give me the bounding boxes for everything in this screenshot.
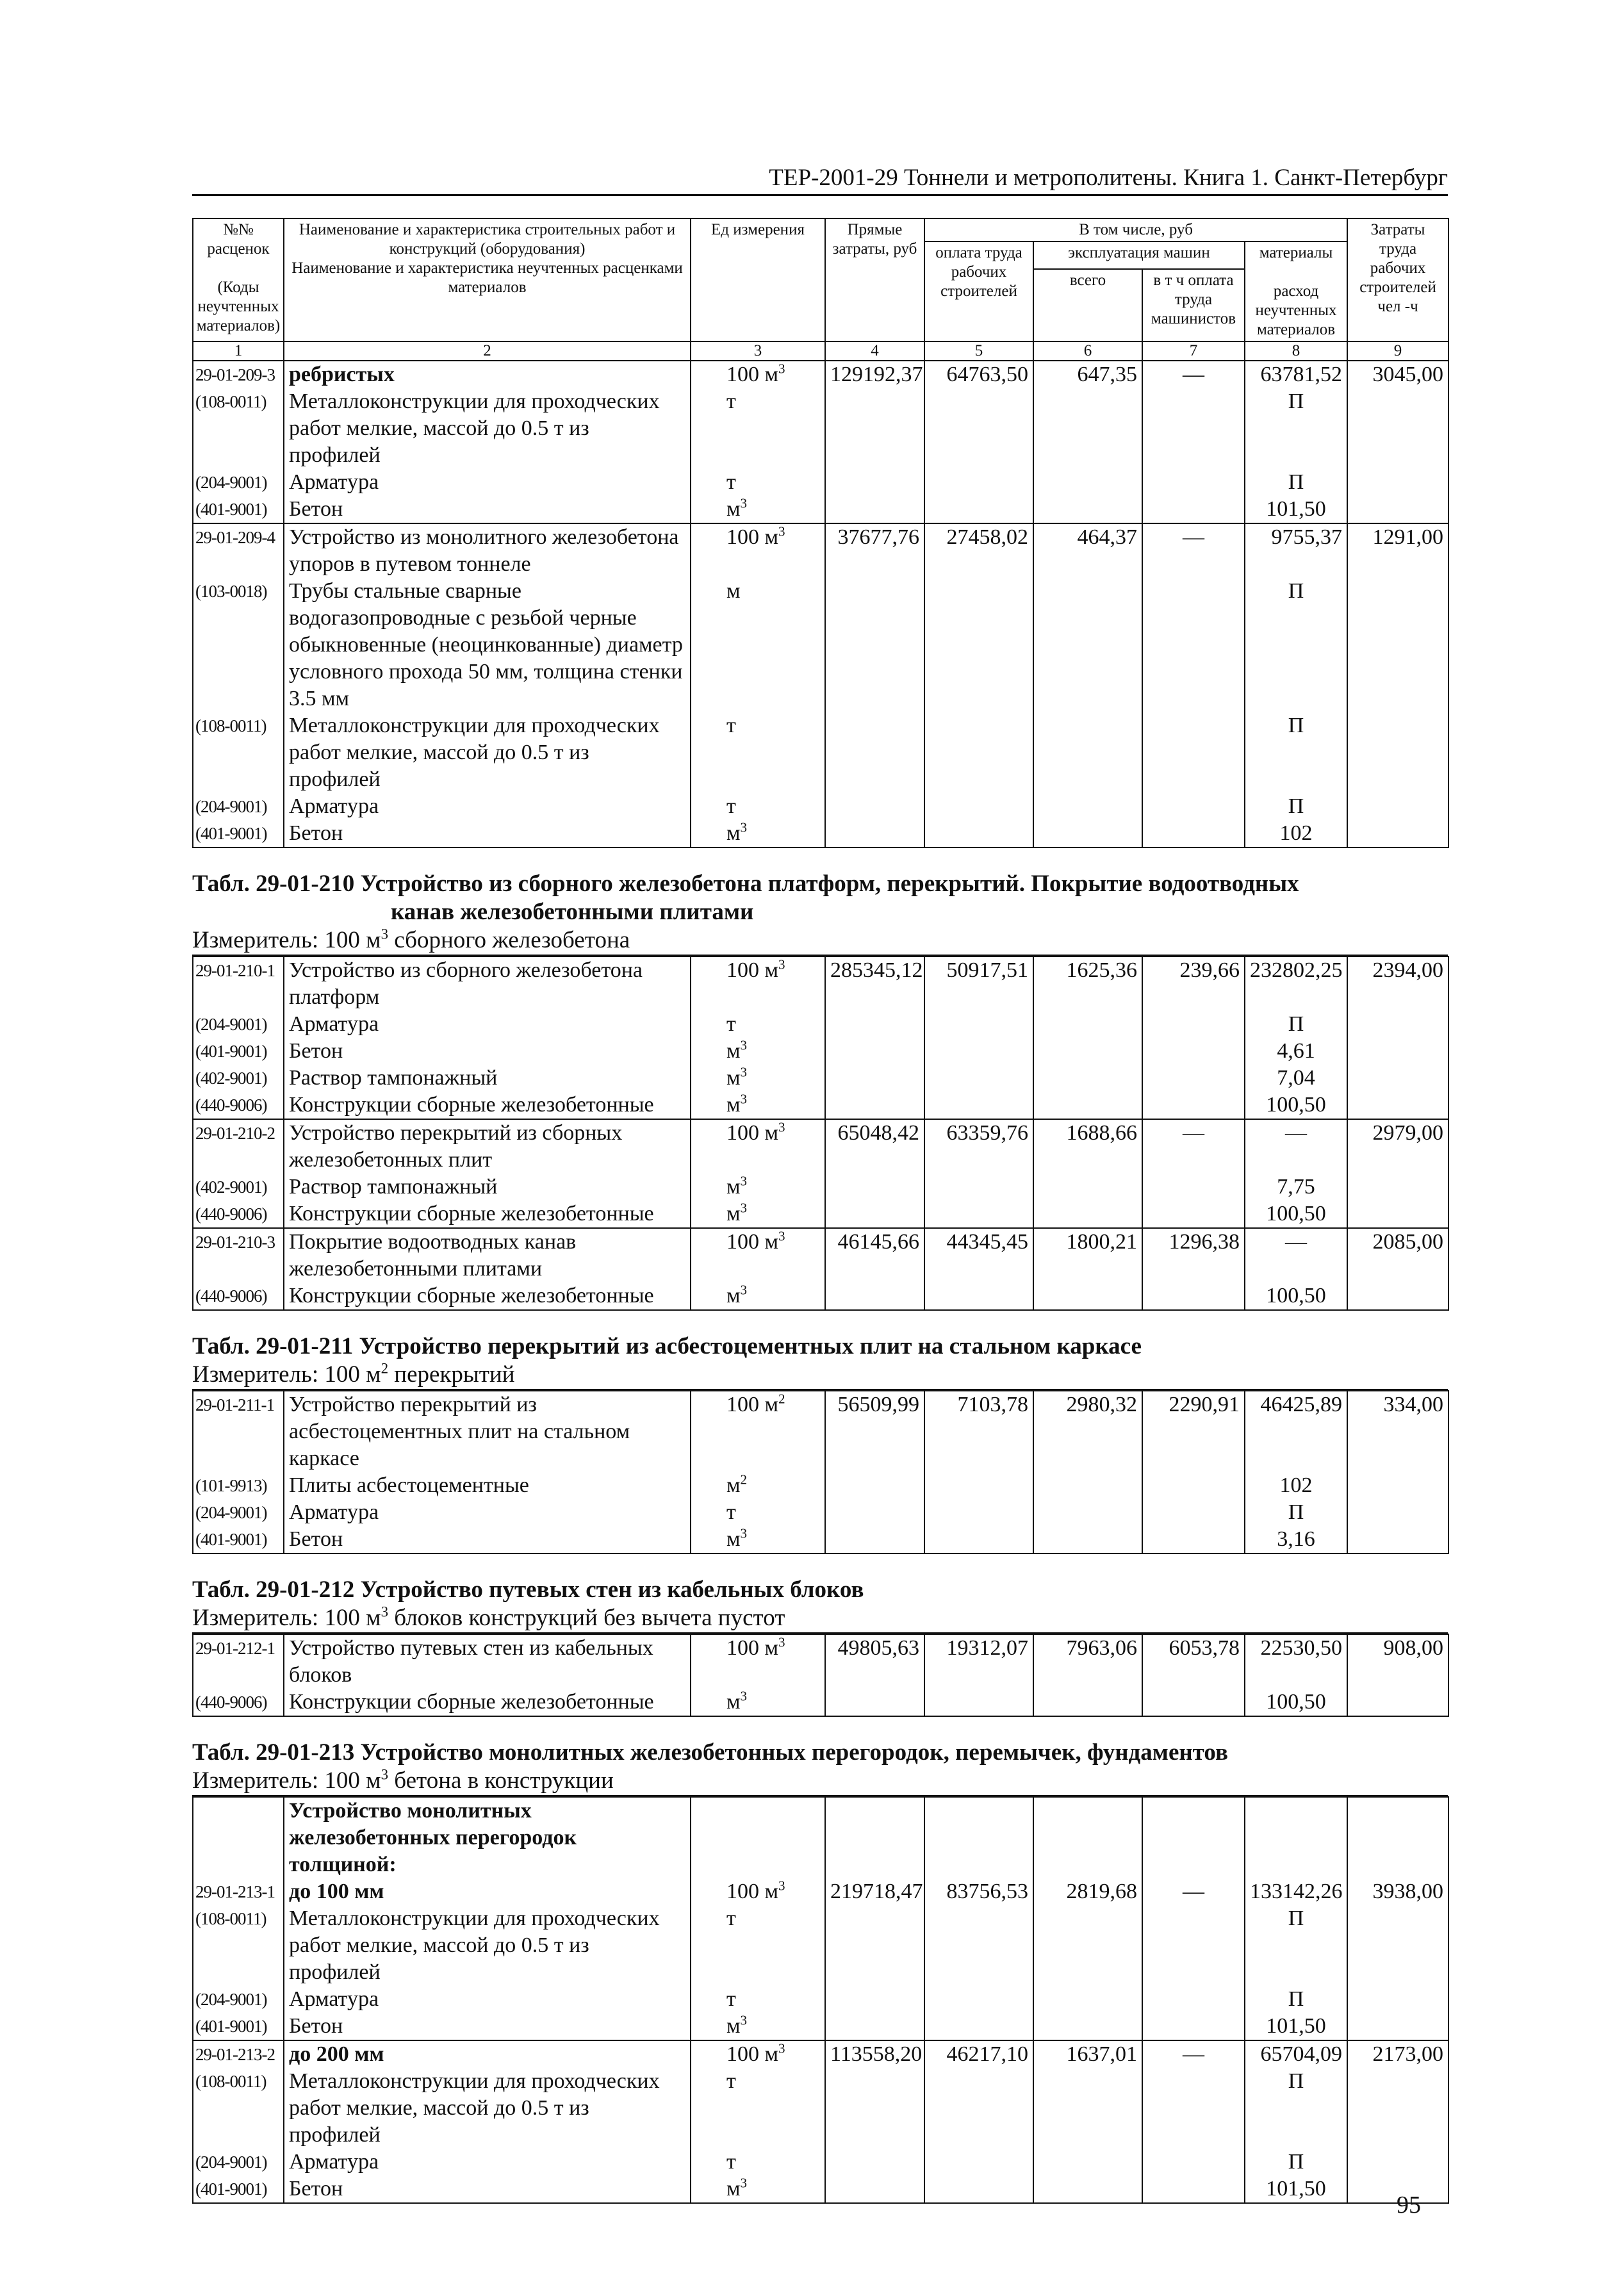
- material-row: (402-9001) Раствор тампонажный $м^3$ 7,04: [193, 1065, 1448, 1092]
- material-row: (108-0011) Металлоконструкции для проходческих работ мелкие, массой до 0.5 т из профилей т П: [193, 712, 1448, 793]
- col-header-code: №№ расценок (Коды неучтенных материалов): [193, 218, 284, 341]
- column-numbers: 1 2 3 4 5 6 7 8 9: [193, 341, 1448, 361]
- material-row: (401-9001) Бетон $м^3$ 101,50: [193, 2013, 1448, 2040]
- material-row: (401-9001) Бетон $м^3$ 3,16: [193, 1526, 1448, 1554]
- table-row: 29-01-210-2 Устройство перекрытий из сборных железобетонных плит 100 $м^3$ 65048,42 63359,76 1688,66 — — 2979,00: [193, 1119, 1448, 1174]
- col-header-direct: Прямые затраты, руб: [825, 218, 924, 341]
- material-row: (204-9001) Арматура т П: [193, 1011, 1448, 1038]
- material-row: (204-9001) Арматура т П: [193, 1499, 1448, 1526]
- section-measure: Измеритель: 100 $м^3$ блоков конструкций без вычета пустот: [192, 1604, 1448, 1634]
- col-header-labor: оплата труда рабочих строителей: [924, 242, 1033, 341]
- material-row: (101-9913) Плиты асбестоцементные $м^2$ 102: [193, 1472, 1448, 1499]
- material-row: (204-9001) Арматура т П: [193, 469, 1448, 496]
- table-header: [193, 218, 1448, 361]
- material-row: (204-9001) Арматура т П: [193, 793, 1448, 820]
- rates-table-213: [192, 1796, 1449, 2204]
- table-row: 29-01-211-1 Устройство перекрытий из асбестоцементных плит на стальном каркасе 100 $м^2$ 56509,99 7103,78 2980,32 2290,91 46425,89 334,00: [193, 1391, 1448, 1472]
- table-row: 29-01-210-3 Покрытие водоотводных канав железобетонными плитами 100 $м^3$ 46145,66 44345,45 1800,21 1296,38 — 2085,00: [193, 1228, 1448, 1283]
- col-header-unit: Ед измерения: [691, 218, 825, 341]
- col-header-labor-hours: Затраты труда рабочих строителей чел -ч: [1347, 218, 1448, 341]
- material-row: (440-9006) Конструкции сборные железобетонные $м^3$ 100,50: [193, 1201, 1448, 1228]
- rates-table-211: [192, 1390, 1449, 1554]
- section-29-01-213: [192, 1739, 1448, 1796]
- col-header-machines-total: всего: [1033, 269, 1142, 341]
- page-number: 95: [1397, 2192, 1421, 2218]
- material-row: (440-9006) Конструкции сборные железобетонные $м^3$ 100,50: [193, 1283, 1448, 1310]
- col-header-materials: материалы расход неучтенных материалов: [1245, 242, 1347, 341]
- page-header: [192, 163, 1448, 196]
- table-row: 29-01-213-1 до 100 мм 100 $м^3$ 219718,47 83756,53 2819,68 — 133142,26 3938,00: [193, 1878, 1448, 1905]
- section-title: Табл. 29-01-213 Устройство монолитных железобетонных перегородок, перемычек, фундаментов: [192, 1739, 1228, 1766]
- section-measure: Измеритель: 100 $м^2$ перекрытий: [192, 1361, 1448, 1390]
- section-title: Табл. 29-01-212 Устройство путевых стен из кабельных блоков: [192, 1577, 864, 1603]
- document-title: ТЕР-2001-29 Тоннели и метрополитены. Книга 1. Санкт-Петербург: [769, 165, 1448, 191]
- material-row: (401-9001) Бетон $м^3$ 101,50: [193, 2176, 1448, 2203]
- col-header-name: Наименование и характеристика строительных работ и конструкций (оборудования) Наименование и характеристика неучтенных расценками материалов: [284, 218, 691, 341]
- material-row: (204-9001) Арматура т П: [193, 2149, 1448, 2176]
- material-row: (108-0011) Металлоконструкции для проходческих работ мелкие, массой до 0.5 т из профилей т П: [193, 2068, 1448, 2149]
- material-row: (108-0011) Металлоконструкции для проходческих работ мелкие, массой до 0.5 т из профилей т П: [193, 388, 1448, 469]
- section-measure: Измеритель: 100 $м^3$ бетона в конструкции: [192, 1767, 1448, 1796]
- material-row: (204-9001) Арматура т П: [193, 1986, 1448, 2013]
- material-row: (440-9006) Конструкции сборные железобетонные $м^3$ 100,50: [193, 1689, 1448, 1716]
- col-header-machines: эксплуатация машин: [1033, 242, 1245, 269]
- table-row: 29-01-213-2 до 200 мм 100 $м^3$ 113558,20 46217,10 1637,01 — 65704,09 2173,00: [193, 2040, 1448, 2068]
- material-row: (401-9001) Бетон $м^3$ 102: [193, 820, 1448, 848]
- table-row: 29-01-212-1 Устройство путевых стен из кабельных блоков 100 $м^3$ 49805,63 19312,07 7963,06 6053,78 22530,50 908,00: [193, 1634, 1448, 1689]
- section-29-01-211: [192, 1332, 1448, 1390]
- rates-table-212: [192, 1634, 1449, 1717]
- table-row: 29-01-209-4 Устройство из монолитного железобетона упоров в путевом тоннеле 100 $м^3$ 37677,76 27458,02 464,37 — 9755,37 1291,00: [193, 523, 1448, 578]
- section-29-01-212: [192, 1576, 1448, 1634]
- material-row: (401-9001) Бетон $м^3$ 4,61: [193, 1038, 1448, 1065]
- section-title: Табл. 29-01-211 Устройство перекрытий из асбестоцементных плит на стальном каркасе: [192, 1333, 1142, 1359]
- group-row: Устройство монолитных железобетонных перегородок толщиной:: [193, 1797, 1448, 1878]
- col-header-including: В том числе, руб: [924, 218, 1347, 242]
- section-measure: Измеритель: 100 $м^3$ сборного железобетона: [192, 926, 1448, 956]
- section-title: Табл. 29-01-210 Устройство из сборного железобетона платформ, перекрытий. Покрытие водоотводных канав железобетонными плитами: [192, 871, 1299, 925]
- material-row: (402-9001) Раствор тампонажный $м^3$ 7,75: [193, 1174, 1448, 1201]
- material-row: (440-9006) Конструкции сборные железобетонные $м^3$ 100,50: [193, 1092, 1448, 1119]
- material-row: (103-0018) Трубы стальные сварные водогазопроводные с резьбой черные обыкновенные (неоцинкованные) диаметр условного прохода 50 мм, толщина стенки 3.5 мм м П: [193, 578, 1448, 712]
- material-row: (108-0011) Металлоконструкции для проходческих работ мелкие, массой до 0.5 т из профилей т П: [193, 1905, 1448, 1986]
- table-row: 29-01-210-1 Устройство из сборного железобетона платформ 100 $м^3$ 285345,12 50917,51 1625,36 239,66 232802,25 2394,00: [193, 956, 1448, 1011]
- col-header-operators: в т ч оплата труда машинистов: [1142, 269, 1245, 341]
- section-29-01-210: [192, 870, 1448, 956]
- rates-table-210: [192, 956, 1449, 1311]
- rates-table-209: [192, 218, 1449, 848]
- material-row: (401-9001) Бетон $м^3$ 101,50: [193, 496, 1448, 523]
- table-row: 29-01-209-3 ребристых 100 $м^3$ 129192,37 64763,50 647,35 — 63781,52 3045,00: [193, 361, 1448, 388]
- main-content: [192, 218, 1448, 2204]
